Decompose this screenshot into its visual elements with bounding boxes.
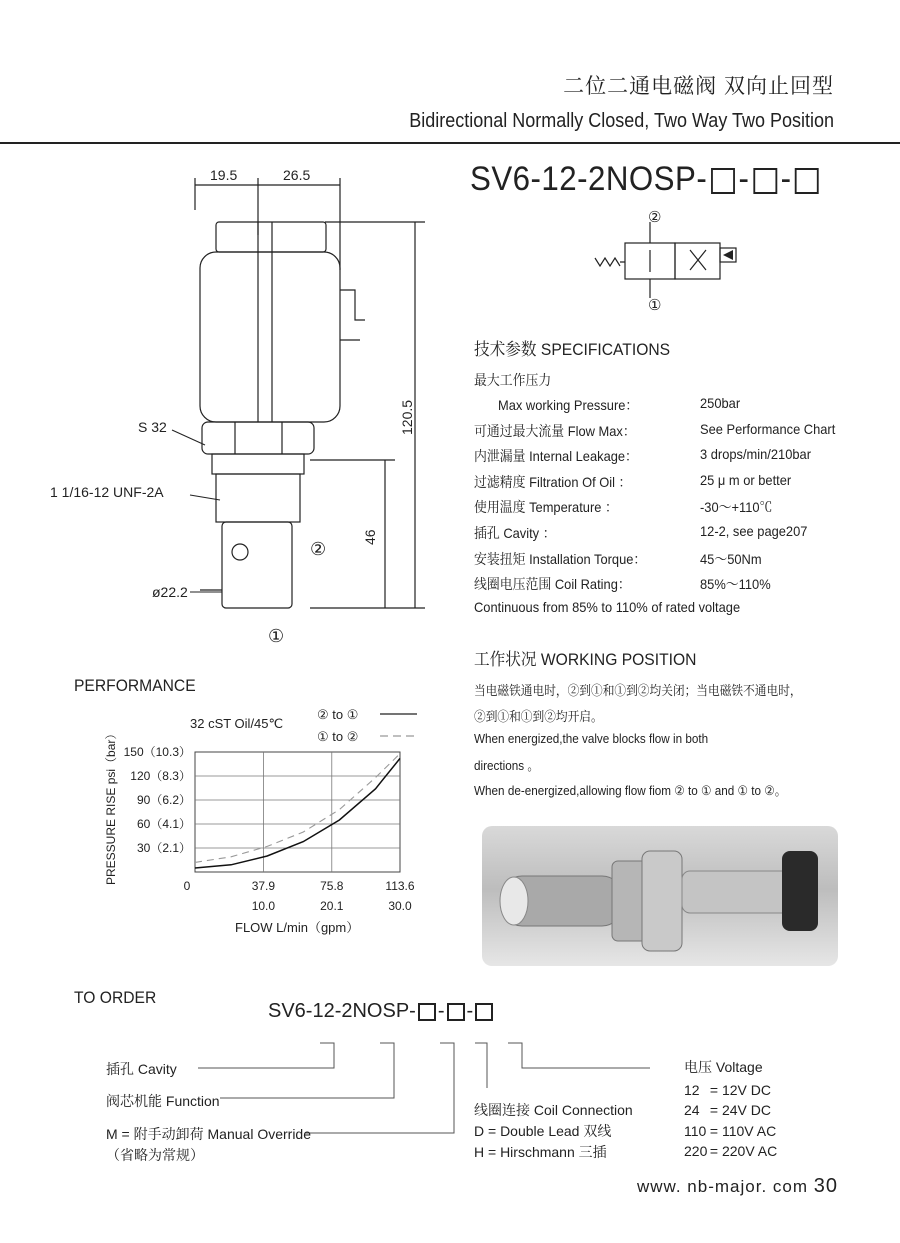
dim-19-5: 19.5 xyxy=(210,167,238,183)
spec-value: See Performance Chart xyxy=(700,421,836,437)
hex-nut xyxy=(202,422,314,454)
order-heading: TO ORDER xyxy=(74,988,157,1007)
legend-label-solid: ② to ① xyxy=(317,707,359,722)
order-box xyxy=(447,1003,465,1021)
voltage-row: 220 = 220V AC xyxy=(684,1143,778,1159)
spec-label: 可通过最大流量 Flow Max： xyxy=(474,423,636,439)
y-tick-label: 120（8.3） xyxy=(130,769,191,783)
plot-frame xyxy=(195,752,400,872)
spring-icon xyxy=(595,258,625,266)
working-heading: 工作状况 WORKING POSITION xyxy=(474,650,697,669)
working-line: When energized,the valve blocks flow in both xyxy=(474,731,709,746)
port-2-label: ② xyxy=(310,539,327,559)
y-tick-label: 30（2.1） xyxy=(136,841,191,855)
y-tick-label: 150（10.3） xyxy=(123,745,191,759)
order-box xyxy=(418,1003,436,1021)
y-tick-label: 60（4.1） xyxy=(136,817,191,831)
order-manual: M = 附手动卸荷 Manual Override xyxy=(106,1126,311,1142)
x-tick-label-gpm: 30.0 xyxy=(388,899,412,913)
working-line: 当电磁铁通电时，②到①和①到②均关闭；当电磁铁不通电时， xyxy=(474,683,802,698)
product-photo xyxy=(482,826,838,966)
leader xyxy=(172,430,205,445)
x-tick-label: 75.8 xyxy=(320,879,344,893)
leader-cavity xyxy=(198,1043,334,1068)
specs-heading: 技术参数 SPECIFICATIONS xyxy=(474,340,671,359)
diameter-label: ø22.2 xyxy=(152,584,188,600)
model-code-text: SV6-12-2NOSP- xyxy=(470,160,708,198)
spec-label: 安装扭矩 Installation Torque： xyxy=(474,551,647,567)
header-rule xyxy=(0,142,900,144)
dim-120-5: 120.5 xyxy=(399,399,415,435)
spec-max-pressure-cn: 最大工作压力 xyxy=(474,372,552,388)
order-coil-h: H = Hirschmann 三插 xyxy=(474,1144,607,1160)
photo-port xyxy=(500,877,528,925)
terminal xyxy=(340,290,365,340)
thread-label: 1 1/16-12 UNF-2A xyxy=(50,484,164,500)
spec-value: 25 μ m or better xyxy=(700,472,792,488)
leader-coil xyxy=(475,1043,487,1088)
spec-value: 45～50Nm xyxy=(700,551,762,567)
solenoid-arrow-icon xyxy=(723,250,733,260)
order-code: SV6-12-2NOSP- - - xyxy=(268,1000,495,1023)
cartridge-nose xyxy=(222,522,292,608)
body-collar xyxy=(212,454,304,474)
x-tick-label: 37.9 xyxy=(251,879,276,893)
series-2-to-1-line xyxy=(195,758,400,868)
voltage-code: 110 xyxy=(684,1123,707,1139)
x-tick-label-gpm: 20.1 xyxy=(320,899,344,913)
voltage-code: 24 xyxy=(684,1102,700,1118)
legend-label-dashed: ① to ② xyxy=(317,729,359,744)
leader-function xyxy=(220,1043,394,1098)
voltage-value: 24V DC xyxy=(721,1102,771,1118)
page-number: 30 xyxy=(813,1175,838,1197)
chart-oil-label: 32 cST Oil/45℃ xyxy=(190,716,284,731)
dim-26-5: 26.5 xyxy=(283,167,311,183)
voltage-value: 220V AC xyxy=(721,1143,778,1159)
spec-value: -30～+110℃ xyxy=(700,499,773,515)
voltage-value: 110V AC xyxy=(721,1123,777,1139)
port-hole xyxy=(232,544,248,560)
footer-site: www. nb-major. com xyxy=(636,1177,809,1196)
option-box xyxy=(711,168,735,194)
symbol-port-2: ② xyxy=(648,210,662,226)
x-tick-label-gpm: 10.0 xyxy=(251,899,276,913)
spec-value: 250bar xyxy=(700,395,741,411)
performance-heading: PERFORMANCE xyxy=(74,676,196,695)
order-cavity: 插孔 Cavity xyxy=(106,1061,177,1077)
order-function: 阀芯机能 Function xyxy=(106,1093,220,1109)
spec-value: 3 drops/min/210bar xyxy=(700,446,811,462)
spec-label: 线圈电压范围 Coil Rating： xyxy=(474,576,631,592)
order-coil-d: D = Double Lead 双线 xyxy=(474,1123,612,1139)
series-1-to-2-line xyxy=(195,754,400,863)
leader-voltage xyxy=(508,1043,650,1068)
thread-section xyxy=(216,474,300,522)
photo-knob xyxy=(782,851,818,931)
working-line: directions 。 xyxy=(474,758,540,773)
option-box xyxy=(795,168,819,194)
voltage-row: 12 = 12V DC xyxy=(684,1082,771,1098)
spec-value: 85%～110% xyxy=(700,576,771,592)
x-tick-label: 0 xyxy=(183,879,191,893)
port-1-label: ① xyxy=(268,626,285,646)
title-chinese: 二位二通电磁阀 双向止回型 xyxy=(563,75,834,98)
chart-ylabel: PRESSURE RISE psi（bar） xyxy=(104,727,118,885)
symbol-port-1: ① xyxy=(648,297,662,314)
footer xyxy=(637,1175,838,1198)
chart-xlabel: FLOW L/min（gpm） xyxy=(235,920,360,935)
spec-label: 内泄漏量 Internal Leakage： xyxy=(474,448,638,464)
valve-photo-illustration xyxy=(482,826,838,966)
check-valve-icon xyxy=(690,250,706,270)
spec-note: Continuous from 85% to 110% of rated voltage xyxy=(474,599,741,615)
order-coil-title: 线圈连接 Coil Connection xyxy=(474,1102,633,1118)
spec-label: Max working Pressure： xyxy=(498,397,639,413)
coil-body xyxy=(200,252,340,422)
y-tick-label: 90（6.2） xyxy=(136,793,191,807)
order-code-text: SV6-12-2NOSP- xyxy=(268,1000,416,1022)
order-voltage-title: 电压 Voltage xyxy=(684,1059,763,1075)
hex-label: S 32 xyxy=(138,419,167,435)
model-code: SV6-12-2NOSP- - - xyxy=(470,160,823,199)
spec-label: 插孔 Cavity ： xyxy=(474,525,556,541)
working-line: ②到①和①到②均开启。 xyxy=(474,709,603,724)
performance-chart xyxy=(95,700,440,940)
voltage-value: 12V DC xyxy=(721,1082,771,1098)
leader-manual xyxy=(305,1043,454,1133)
coil-cap xyxy=(216,222,326,252)
spec-label: 过滤精度 Filtration Of Oil ： xyxy=(474,474,632,490)
working-line: When de-energized,allowing flow fiom ② to ① and ① to ②。 xyxy=(474,783,787,798)
voltage-row: 24 = 24V DC xyxy=(684,1102,771,1118)
x-tick-label: 113.6 xyxy=(385,879,415,893)
photo-hex xyxy=(642,851,682,951)
voltage-code: 12 xyxy=(684,1082,700,1098)
dim-46: 46 xyxy=(362,529,378,545)
title-english: Bidirectional Normally Closed, Two Way Two Position xyxy=(409,110,834,132)
valve-drawing xyxy=(40,160,440,660)
voltage-row: 110 = 110V AC xyxy=(684,1123,777,1139)
voltage-code: 220 xyxy=(684,1143,708,1159)
spec-label: 使用温度 Temperature ： xyxy=(474,499,618,515)
order-box xyxy=(475,1003,493,1021)
option-box xyxy=(753,168,777,194)
hydraulic-symbol xyxy=(590,210,750,315)
order-manual-note: （省略为常规） xyxy=(106,1147,204,1163)
spec-value: 12-2, see page207 xyxy=(700,523,808,539)
